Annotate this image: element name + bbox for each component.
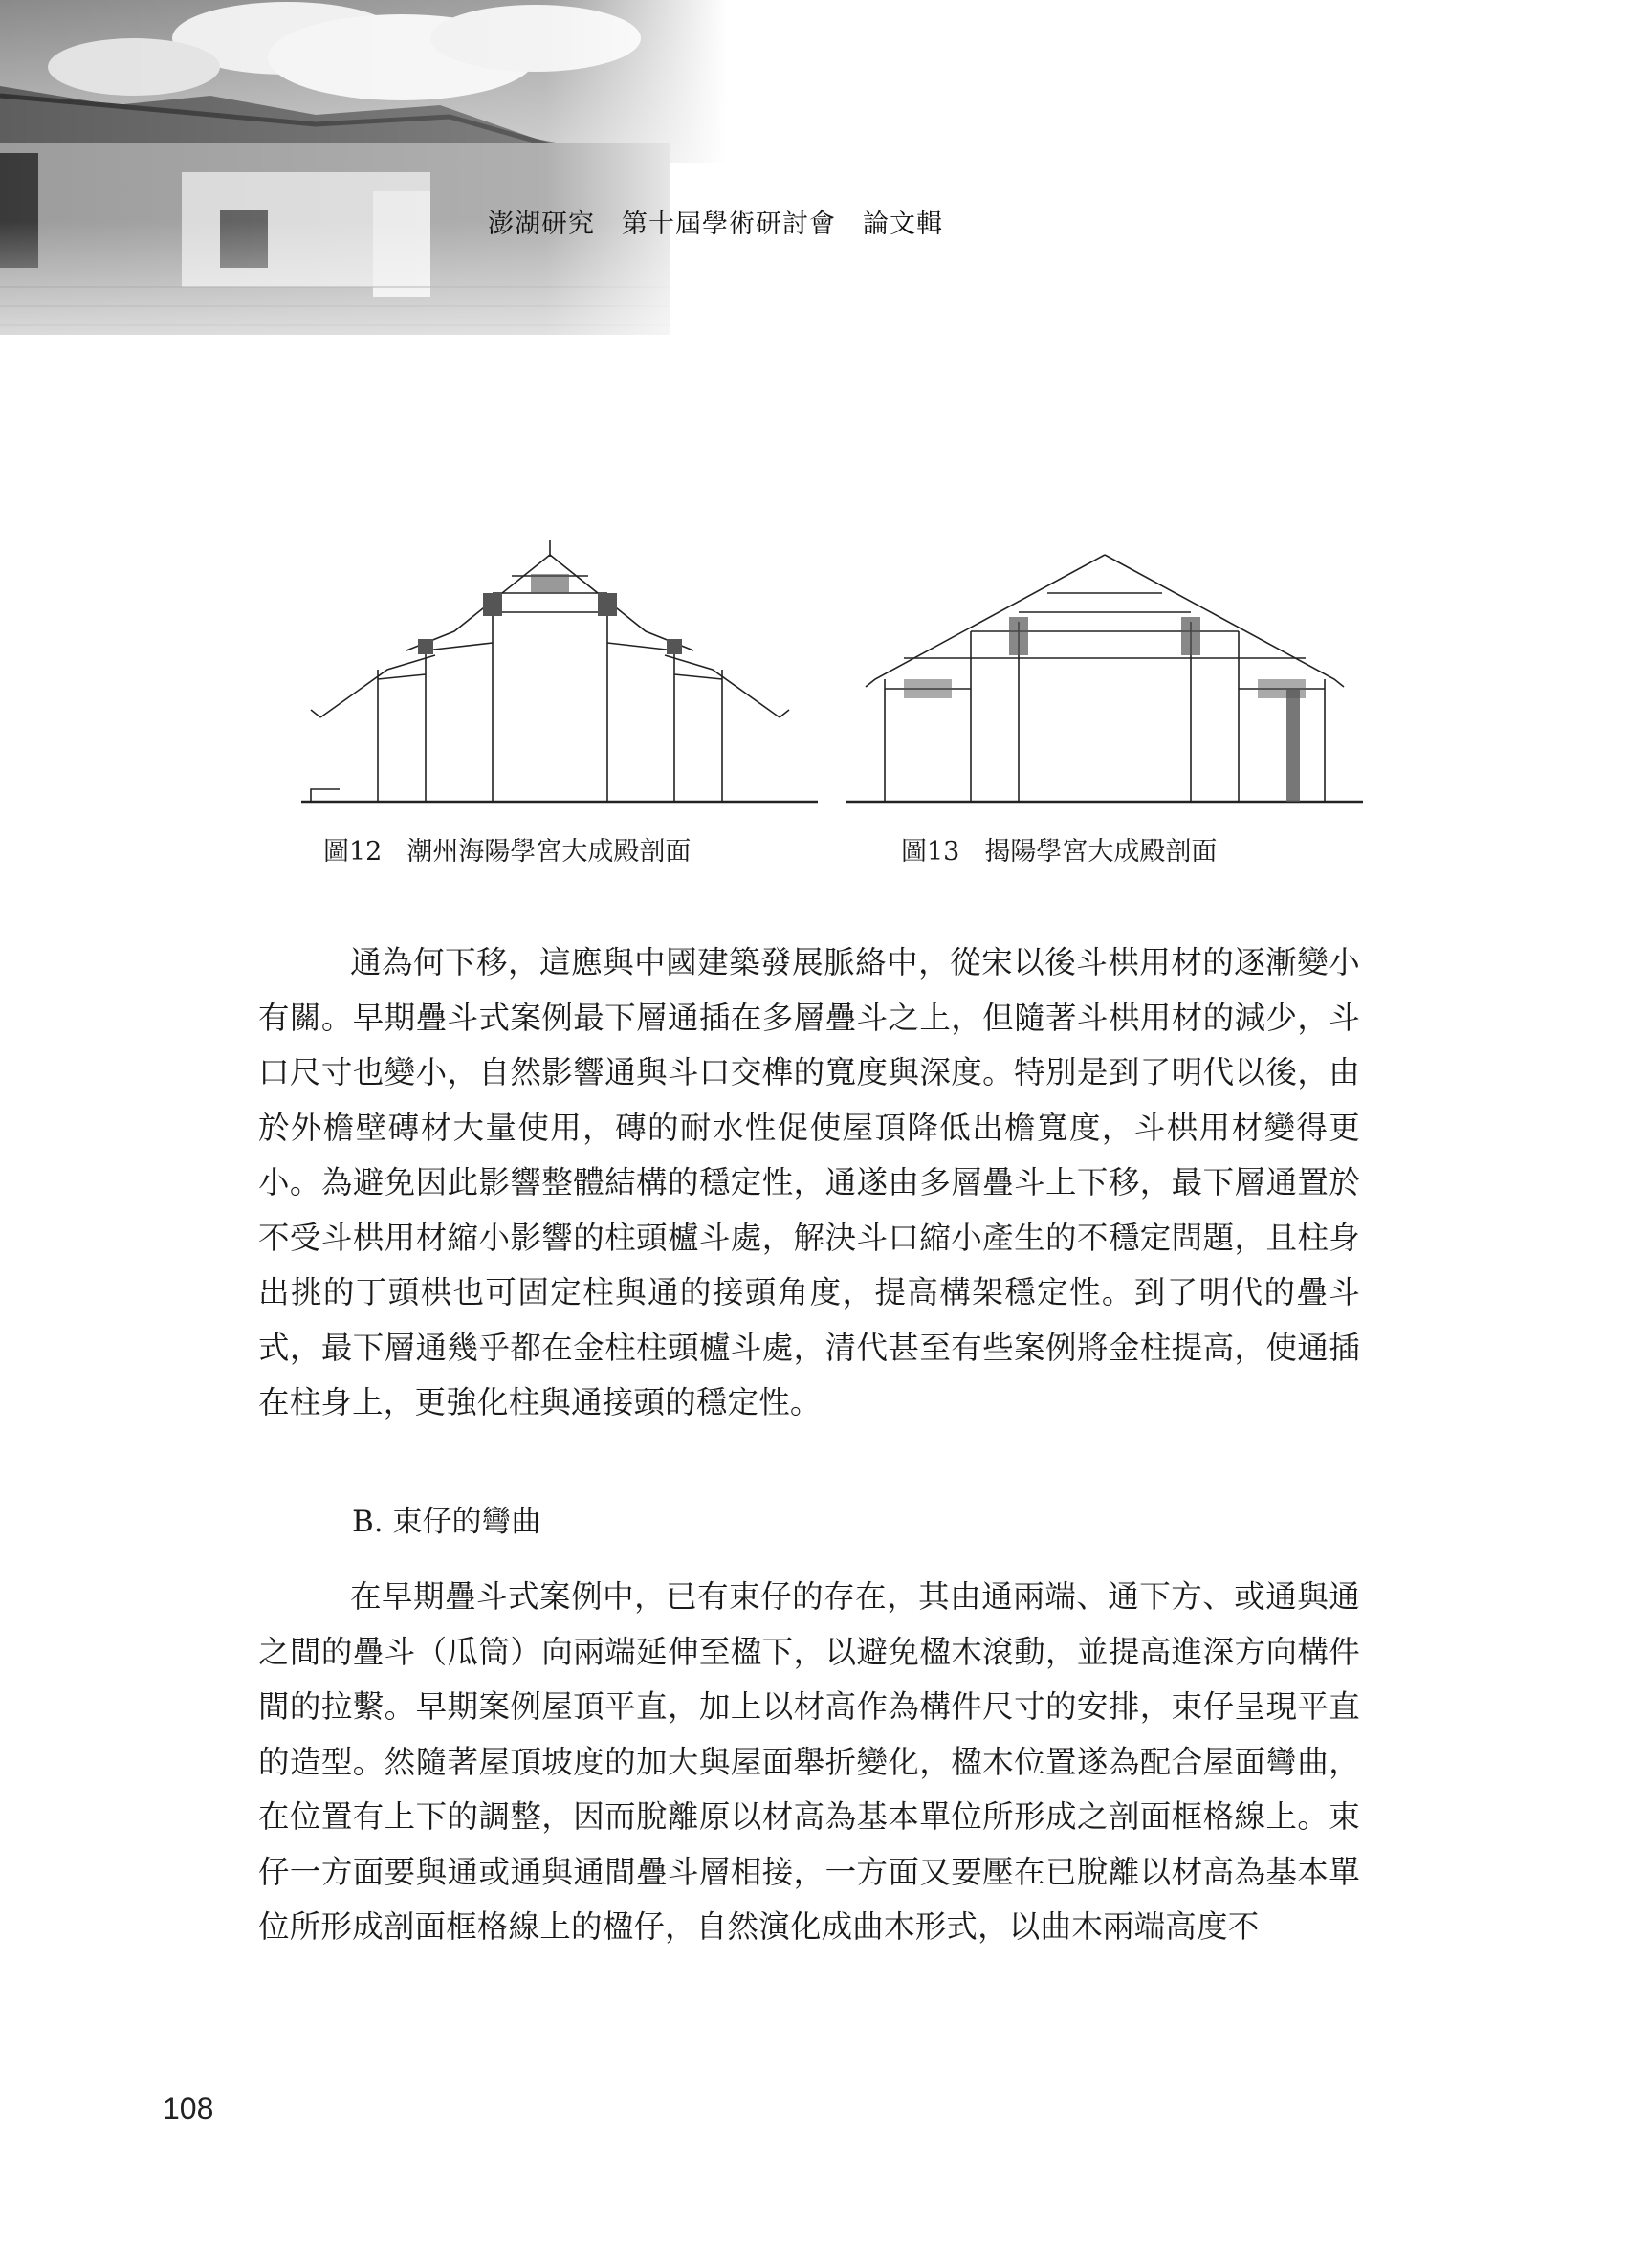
body-paragraph-1 bbox=[258, 936, 1360, 1431]
paragraph-2-text: 在早期疊斗式案例中，已有束仔的存在，其由通兩端、通下方、或通與通之間的疊斗（瓜筒）向兩端延伸至楹下，以避免楹木滾動，並提高進深方向構件間的拉繫。早期案例屋頂平直，加上以材高作為構件尺寸的安排，束仔呈現平直的造型。然隨著屋頂坡度的加大與屋面舉折變化，楹木位置遂為配合屋面彎曲，在位置有上下的調整，因而脫離原以材高為基本單位所形成之剖面框格線上。束仔一方面要與通或通與通間疊斗層相接，一方面又要壓在已脫離以材高為基本單位所形成剖面框格線上的楹仔，自然演化成曲木形式，以曲木兩端高度不 bbox=[258, 1578, 1360, 1945]
figure-13-title: 揭陽學宮大成殿剖面 bbox=[984, 837, 1218, 867]
running-head: 澎湖研究 第十屆學術研討會 論文輯 bbox=[488, 209, 943, 239]
figure-row bbox=[287, 536, 1358, 823]
page-number: 108 bbox=[163, 2091, 214, 2125]
body-paragraph-2 bbox=[258, 1570, 1360, 1955]
figure-12-caption bbox=[323, 830, 691, 868]
figure-12-number: 圖12 bbox=[323, 837, 383, 867]
figure-13-section-drawing bbox=[846, 536, 1363, 808]
section-heading: B. 束仔的彎曲 bbox=[352, 1505, 541, 1539]
figure-12-title: 潮州海陽學宮大成殿剖面 bbox=[406, 837, 692, 867]
header-decorative-photo bbox=[0, 0, 727, 402]
figure-13-number: 圖13 bbox=[901, 837, 960, 867]
figure-12-section-drawing bbox=[301, 536, 818, 808]
paragraph-1-text: 通為何下移，這應與中國建築發展脈絡中，從宋以後斗栱用材的逐漸變小有關。早期疊斗式案例最下層通插在多層疊斗之上，但隨著斗栱用材的減少，斗口尺寸也變小，自然影響通與斗口交榫的寬度與深度。特別是到了明代以後，由於外檐壁磚材大量使用，磚的耐水性促使屋頂降低出檐寬度，斗栱用材變得更小。為避免因此影響整體結構的穩定性，通遂由多層疊斗上下移，最下層通置於不受斗栱用材縮小影響的柱頭櫨斗處，解決斗口縮小產生的不穩定問題，且柱身出挑的丁頭栱也可固定柱與通的接頭角度，提高構架穩定性。到了明代的疊斗式，最下層通幾乎都在金柱柱頭櫨斗處，清代甚至有些案例將金柱提高，使通插在柱身上，更強化柱與通接頭的穩定性。 bbox=[258, 944, 1360, 1420]
figure-13-caption bbox=[901, 830, 1217, 868]
